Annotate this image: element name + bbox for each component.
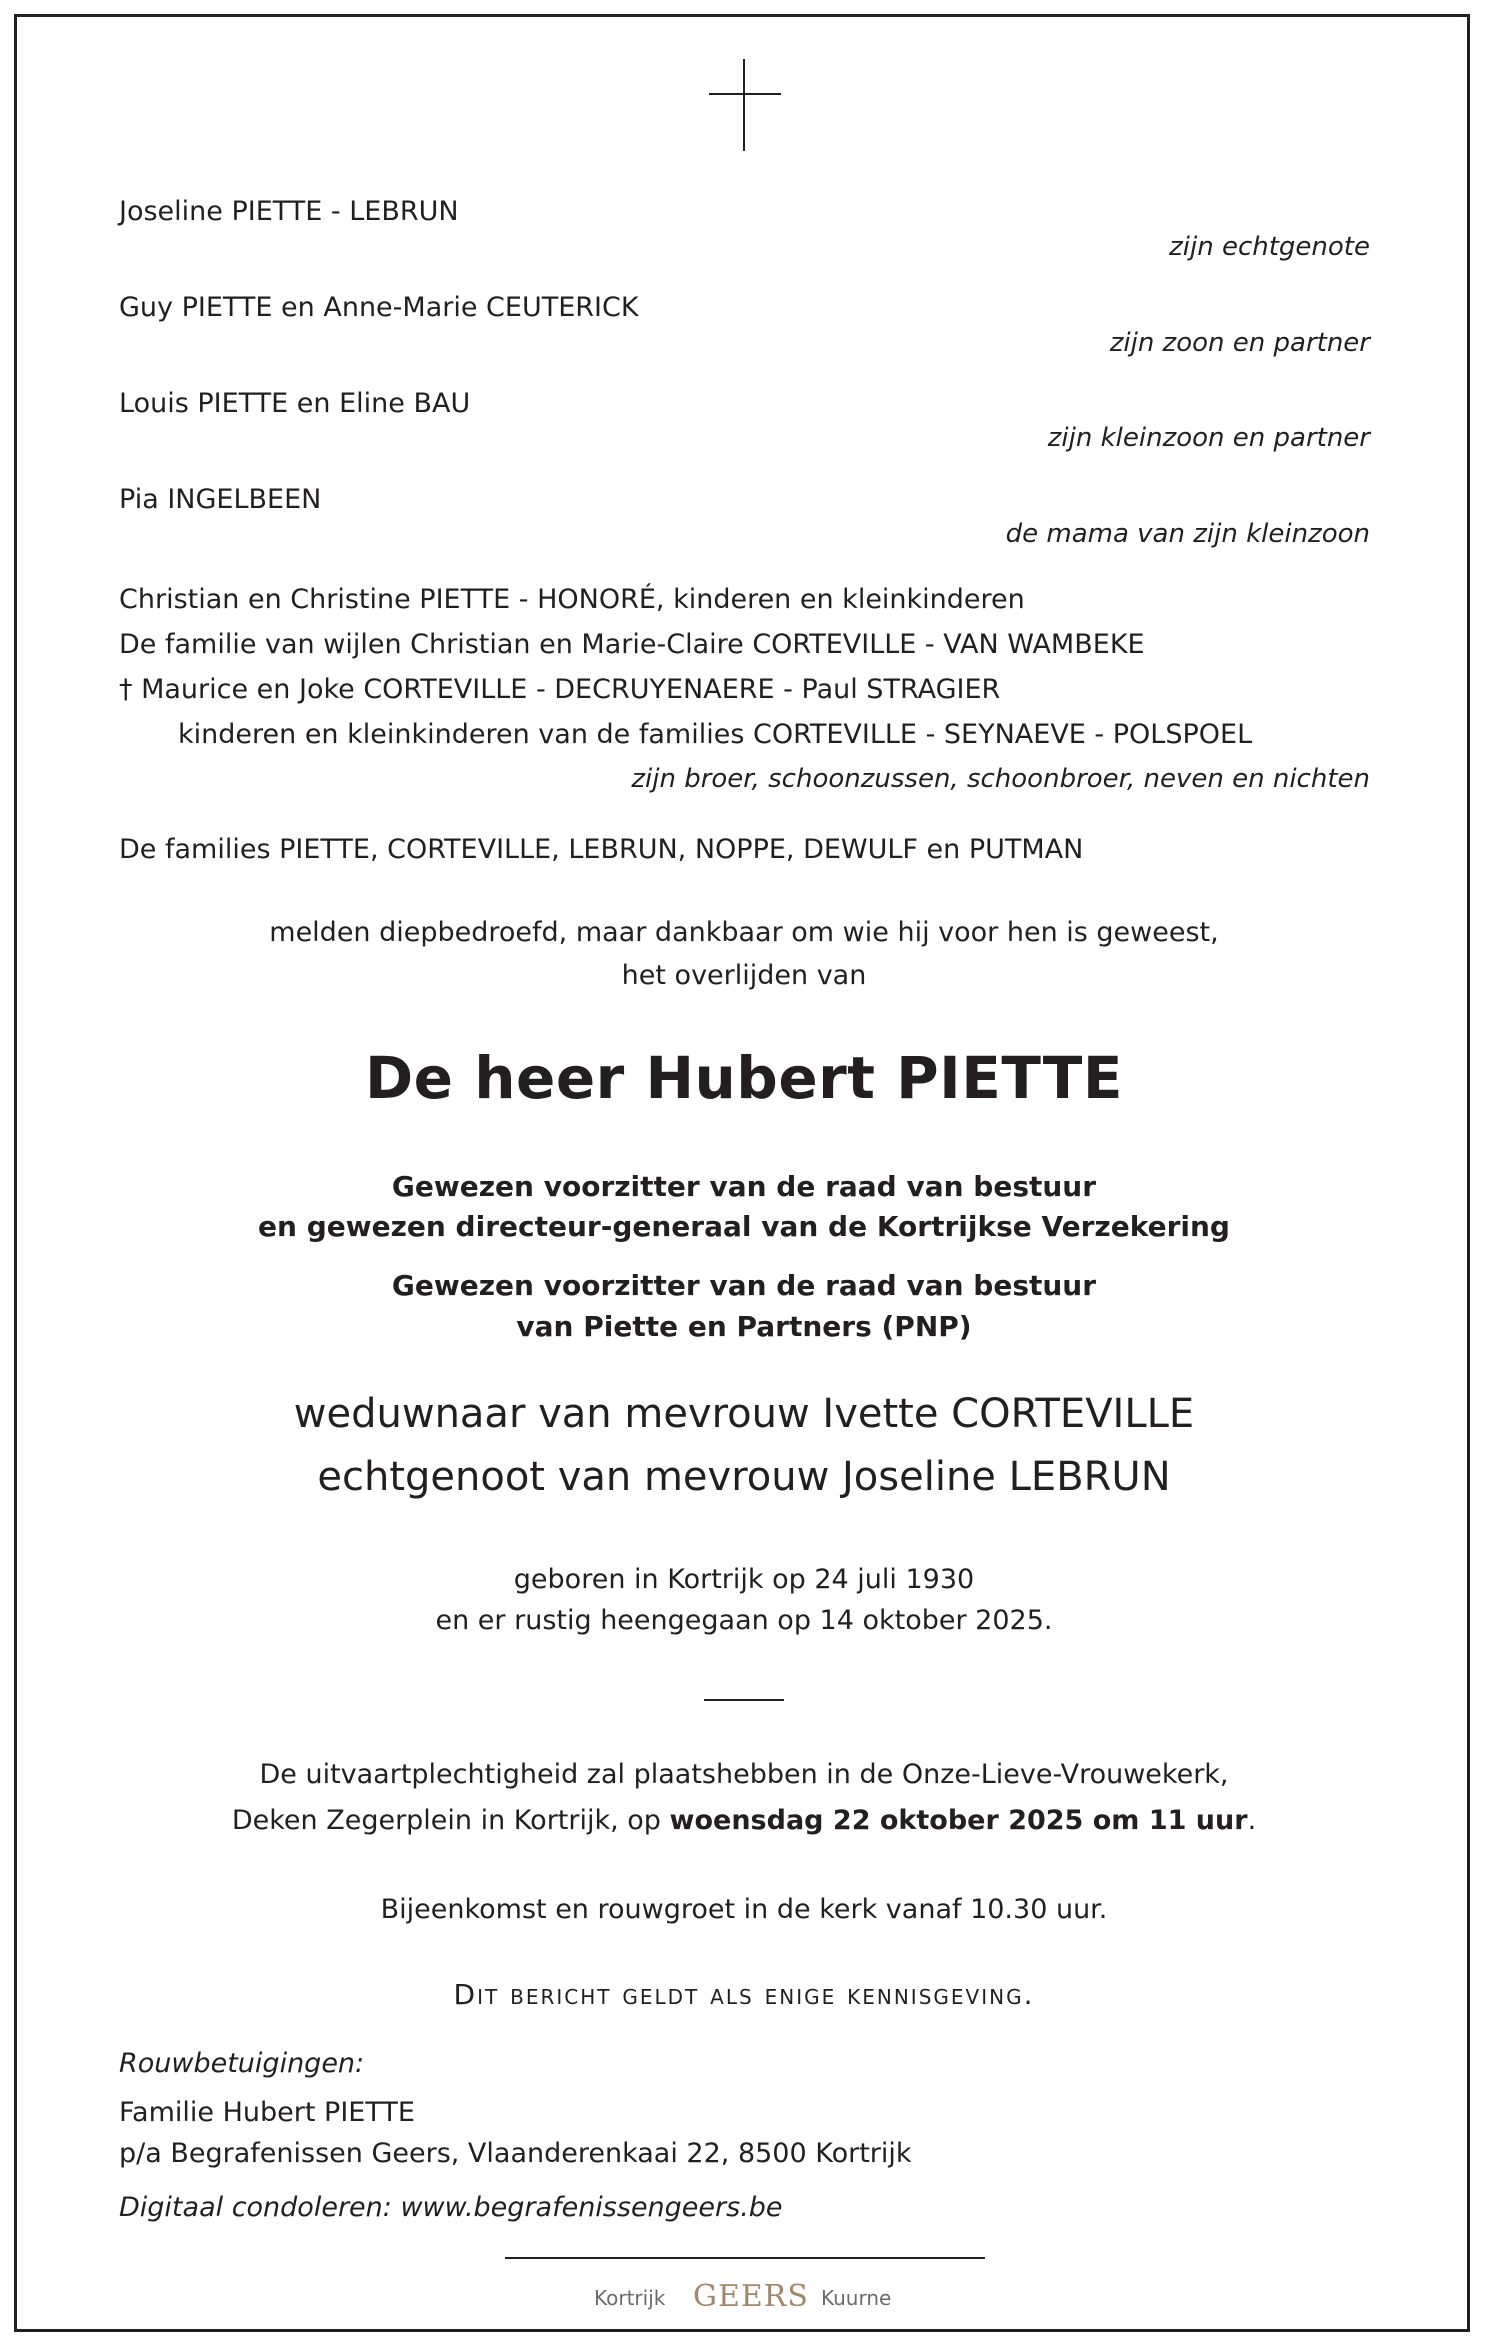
family-relation-2: zijn zoon en partner — [1109, 328, 1370, 358]
footer-location-right: Kuurne — [821, 2286, 892, 2310]
notice-line: Dit bericht geldt als enige kennisgeving. — [453, 1978, 1035, 2011]
birth-line: geboren in Kortrijk op 24 juli 1930 — [513, 1564, 975, 1595]
announce-line-2: het overlijden van — [621, 960, 867, 991]
condolences-online: Digitaal condoleren: www.begrafenissengeers.be — [119, 2192, 783, 2223]
family-relation-1: zijn echtgenote — [1169, 232, 1370, 262]
sibling-line-2: De familie van wijlen Christian en Marie-Claire CORTEVILLE - VAN WAMBEKE — [119, 629, 1145, 660]
condolences-addressee: Familie Hubert PIETTE — [119, 2097, 415, 2128]
role-line-4: van Piette en Partners (PNP) — [516, 1310, 972, 1343]
condolences-address: p/a Begrafenissen Geers, Vlaanderenkaai 22, 8500 Kortrijk — [119, 2138, 912, 2169]
sibling-line-1: Christian en Christine PIETTE - HONORÉ, kinderen en kleinkinderen — [119, 584, 1025, 615]
section-divider — [704, 1699, 784, 1701]
ceremony-line-2 — [0, 1805, 1488, 1836]
family-relation-4: de mama van zijn kleinzoon — [1005, 519, 1370, 549]
siblings-relation: zijn broer, schoonzussen, schoonbroer, neven en nichten — [631, 764, 1370, 794]
sibling-line-3: † Maurice en Joke CORTEVILLE - DECRUYENAERE - Paul STRAGIER — [119, 674, 1001, 705]
ceremony-line-1: De uitvaartplechtigheid zal plaatshebben in de Onze-Lieve-Vrouwekerk, — [259, 1759, 1229, 1790]
announce-line-1: melden diepbedroefd, maar dankbaar om wie hij voor hen is geweest, — [269, 917, 1219, 948]
deceased-name: De heer Hubert PIETTE — [365, 1044, 1123, 1112]
ceremony-location: Deken Zegerplein in Kortrijk, op — [231, 1805, 670, 1836]
role-line-2: en gewezen directeur-generaal van de Kortrijkse Verzekering — [258, 1210, 1230, 1243]
death-line: en er rustig heengegaan op 14 oktober 2025. — [435, 1605, 1053, 1636]
sibling-line-4: kinderen en kleinkinderen van de families CORTEVILLE - SEYNAEVE - POLSPOEL — [178, 719, 1253, 750]
family-name-1: Joseline PIETTE - LEBRUN — [119, 196, 459, 227]
ceremony-suffix: . — [1247, 1805, 1257, 1836]
spouse-line-1: weduwnaar van mevrouw Ivette CORTEVILLE — [293, 1391, 1195, 1437]
family-name-2: Guy PIETTE en Anne-Marie CEUTERICK — [119, 292, 639, 323]
family-name-4: Pia INGELBEEN — [119, 484, 322, 515]
family-relation-3: zijn kleinzoon en partner — [1047, 423, 1370, 453]
role-line-1: Gewezen voorzitter van de raad van bestuur — [391, 1170, 1097, 1203]
footer-rule — [505, 2257, 985, 2259]
ceremony-datetime: woensdag 22 oktober 2025 om 11 uur — [669, 1805, 1248, 1836]
families-line: De families PIETTE, CORTEVILLE, LEBRUN, NOPPE, DEWULF en PUTMAN — [119, 834, 1084, 865]
footer-location-left: Kortrijk — [594, 2286, 666, 2310]
geers-logo: GEERS — [693, 2279, 809, 2314]
family-name-3: Louis PIETTE en Eline BAU — [119, 388, 471, 419]
gathering-line: Bijeenkomst en rouwgroet in de kerk vanaf 10.30 uur. — [380, 1894, 1108, 1925]
spouse-line-2: echtgenoot van mevrouw Joseline LEBRUN — [317, 1454, 1171, 1500]
condolences-heading: Rouwbetuigingen: — [119, 2048, 365, 2079]
role-line-3: Gewezen voorzitter van de raad van bestuur — [391, 1269, 1097, 1302]
